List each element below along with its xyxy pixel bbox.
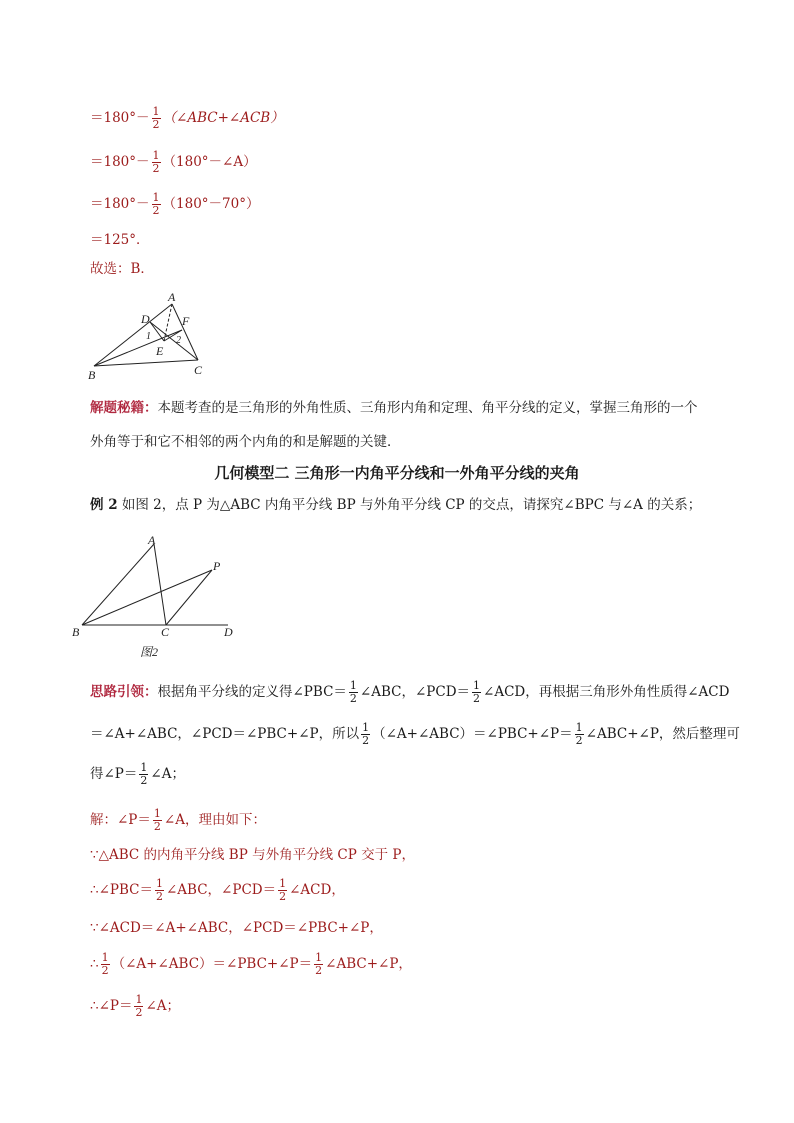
fraction-half: $\frac{1}{2}$ xyxy=(315,951,323,977)
fraction-half: $\frac{1}{2}$ xyxy=(152,105,160,131)
angle-label: 2 xyxy=(176,335,181,346)
fraction-half: $\frac{1}{2}$ xyxy=(279,877,287,903)
figure-2-triangle xyxy=(66,532,246,662)
vertex-label: P xyxy=(213,559,221,573)
example-line xyxy=(90,495,701,515)
calc-text: （180°－70°） xyxy=(162,196,260,212)
solution-line-6: ∴∠P＝ $\frac{1}{2}$ ∠A； xyxy=(90,993,181,1019)
vertex-label: D xyxy=(224,625,233,639)
calc-line-2 xyxy=(90,150,257,175)
hint-line-1: 思路引领：根据角平分线的定义得∠PBC＝ $\frac{1}{2}$ ∠ABC，∠PCD＝ $\frac{1}{2}$ ∠ACD，再根据三角形外角性质得∠ACD xyxy=(90,679,730,705)
fraction-half: $\frac{1}{2}$ xyxy=(349,679,357,705)
hint-label: 思路引领： xyxy=(90,684,158,700)
solution-line-1: 解：∠P＝ $\frac{1}{2}$ ∠A，理由如下： xyxy=(90,807,266,833)
secret-text: 本题考查的是三角形的外角性质、三角形内角和定理、角平分线的定义，掌握三角形的一个 xyxy=(157,400,698,416)
fraction-half: $\frac{1}{2}$ xyxy=(152,149,160,175)
hint-line-2: ＝∠A+∠ABC，∠PCD＝∠PBC+∠P，所以 $\frac{1}{2}$ （∠A+∠ABC）＝∠PBC+∠P＝ $\frac{1}{2}$ ∠ABC+∠P，然后整理可 xyxy=(90,721,740,747)
vertex-label: F xyxy=(182,314,190,328)
hint-line-3: 得∠P＝ $\frac{1}{2}$ ∠A； xyxy=(90,761,185,787)
vertex-label: E xyxy=(156,344,164,358)
answer-line: 故选：B． xyxy=(90,261,154,277)
calc-line-1 xyxy=(90,106,284,131)
vertex-label: A xyxy=(148,533,156,547)
secret-line-2: 外角等于和它不相邻的两个内角的和是解题的关键． xyxy=(90,434,401,450)
calc-text: ＝180°－ xyxy=(90,110,150,126)
fraction-half: $\frac{1}{2}$ xyxy=(135,993,143,1019)
fraction-half: $\frac{1}{2}$ xyxy=(473,679,481,705)
vertex-label: B xyxy=(72,625,80,639)
calc-text: ＝180°－ xyxy=(90,154,150,170)
fraction-half: $\frac{1}{2}$ xyxy=(156,877,163,903)
calc-line-4: ＝125°． xyxy=(90,232,150,248)
vertex-label: C xyxy=(161,625,170,639)
calc-line-3 xyxy=(90,192,259,217)
figure-caption: 图2 xyxy=(140,645,159,659)
vertex-label: A xyxy=(168,290,176,304)
secret-label: 解题秘籍： xyxy=(90,400,158,416)
solution-line-5: ∴ $\frac{1}{2}$ （∠A+∠ABC）＝∠PBC+∠P＝ $\frac{1}{2}$ ∠ABC+∠P， xyxy=(90,951,412,977)
fraction-half: $\frac{1}{2}$ xyxy=(153,807,161,833)
solution-line-3: ∴∠PBC＝ $\frac{1}{2}$ ∠ABC，∠PCD＝ $\frac{1}{2}$ ∠ACD， xyxy=(90,877,345,903)
solution-line-2: ∵△ABC 的内角平分线 BP 与外角平分线 CP 交于 P， xyxy=(90,847,415,863)
example-text: 如图 2，点 P 为△ABC 内角平分线 BP 与外角平分线 CP 的交点，请探究∠BPC 与∠A 的关系； xyxy=(117,497,702,513)
figure-1-triangle xyxy=(86,288,216,384)
calc-text: （∠ABC+∠ACB） xyxy=(162,110,284,126)
fraction-half: $\frac{1}{2}$ xyxy=(101,951,109,977)
fraction-half: $\frac{1}{2}$ xyxy=(362,721,370,747)
solution-line-4: ∵∠ACD＝∠A+∠ABC，∠PCD＝∠PBC+∠P， xyxy=(90,920,383,936)
fraction-half: $\frac{1}{2}$ xyxy=(152,191,160,217)
example-label: 例 2 xyxy=(90,497,118,513)
secret-line-1 xyxy=(90,398,698,418)
fraction-half: $\frac{1}{2}$ xyxy=(575,721,583,747)
vertex-label: C xyxy=(194,363,203,377)
section-title: 几何模型二 三角形一内角平分线和一外角平分线的夹角 xyxy=(214,464,580,482)
calc-text: （180°－∠A） xyxy=(162,154,257,170)
angle-label: 1 xyxy=(146,331,151,342)
vertex-label: B xyxy=(88,368,96,382)
fraction-half: $\frac{1}{2}$ xyxy=(140,761,148,787)
vertex-label: D xyxy=(141,312,150,326)
calc-text: ＝180°－ xyxy=(90,196,150,212)
